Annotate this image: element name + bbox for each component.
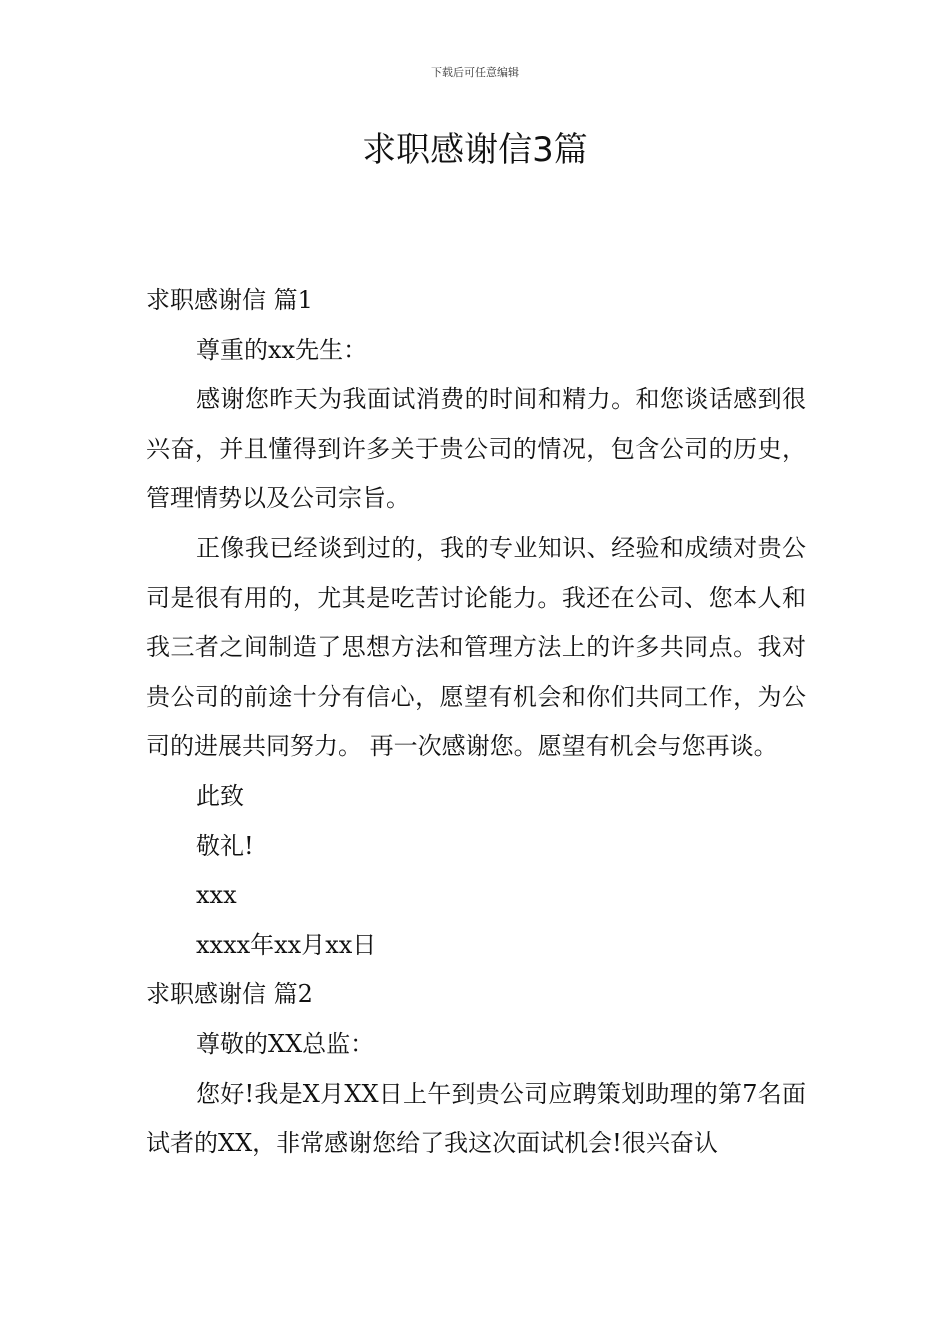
- letter-paragraph: 感谢您昨天为我面试消费的时间和精力。和您谈话感到很兴奋，并且懂得到许多关于贵公司的情况，包含公司的历史，管理情势以及公司宗旨。: [146, 385, 806, 513]
- header-note: 下载后可任意编辑: [431, 66, 519, 79]
- letter-paragraph: 正像我已经谈到过的，我的专业知识、经验和成绩对贵公司是很有用的，尤其是吃苦讨论能力。我还在公司、您本人和我三者之间制造了思想方法和管理方法上的许多共同点。我对贵公司的前途十分有信心，愿望有机会和你们共同工作，为公司的进展共同努力。 再一次感谢您。愿望有机会与您再谈。: [146, 533, 806, 761]
- document-body: [146, 276, 806, 1169]
- letter-closing: 此致: [196, 781, 244, 810]
- section-heading: 求职感谢信 篇1: [146, 286, 313, 314]
- letter-signature: xxx: [196, 881, 237, 910]
- letter-paragraph: 您好!我是X月XX日上午到贵公司应聘策划助理的第7名面试者的XX，非常感谢您给了我这次面试机会!很兴奋认: [146, 1079, 806, 1158]
- letter-date: xxxx年xx月xx日: [196, 930, 377, 959]
- section-heading: 求职感谢信 篇2: [146, 980, 313, 1009]
- letter-salutation: 尊敬的XX总监：: [196, 1029, 375, 1058]
- document-title: 求职感谢信3篇: [362, 130, 588, 170]
- letter-salutation: 尊重的xx先生：: [196, 335, 368, 364]
- letter-closing: 敬礼!: [196, 831, 254, 860]
